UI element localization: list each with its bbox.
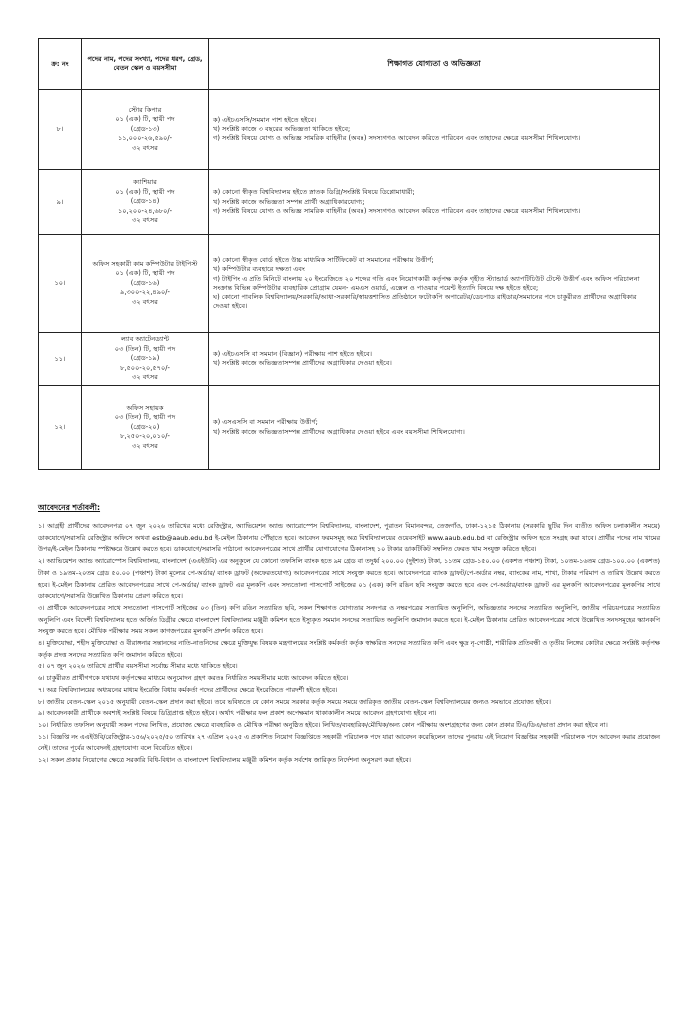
post-detail-line: (গ্রেড-১৪) (130, 197, 160, 206)
qualification-line: ক) এইচএসসি বা সমমান (বিজ্ঞান) পরীক্ষায় পাশ হইতে হইবে। (213, 349, 373, 358)
table-row (39, 90, 660, 170)
post-detail-line: ৮,২৫০-২০,০১০/- (120, 432, 170, 441)
qualification-line: খ) কম্পিউটার ব্যবহারে দক্ষতা এবং (213, 265, 305, 274)
post-detail-line: (গ্রেড-১৬) (130, 278, 160, 287)
condition-item: ১২। সকল প্রকার নিয়োগের ক্ষেত্রে সরকারি বিধি-বিধান ও বাংলাদেশ বিশ্ববিদ্যালয় মঞ্জুরী কমিশন কর্তৃক সর্বশেষ জারিকৃত নির্দেশনা অনুসরণ করা হইবে। (38, 756, 411, 765)
row-serial: ৮। (39, 90, 82, 170)
post-detail-line: অফিস সহকারী কাম কম্পিউটার টাইপিস্ট (92, 259, 198, 268)
table-row (39, 170, 660, 235)
row-qualification (209, 235, 660, 333)
condition-item: ১। আগ্রহী প্রার্থীদের আবেদনপত্র ০৭ জুন ২০২৬ তারিখের মধ্যে রেজিস্ট্রার, অ্যাভিয়েশন অ্যান্ড অ্যারোস্পেস বিশ্ববিদ্যালয়, বাংলাদেশ, পুরাতন বিমানবন্দর, তেজগাঁও, ঢাকা-১২১৫ ঠিকানায় (সরকারি ছুটির দিন ব্যতীত অফিস চলাকালীন সময়ে) ডাকযোগে/সরাসরি রেজিস্ট্রার অফিসে অথবা estb@aaub.edu.bd ই-মেইল ঠিকানায় পৌঁছাতে হবে। আবেদন ফরমসমূহ অত্র বিশ্ববিদ্যালয়ের ওয়েবসাইট www.aaub.edu.bd বা রেজিস্ট্রার অফিস হতে সংগ্রহ করা যাবে। প্রার্থীর পদের নাম খামের উপর/ই-মেইল ঠিকানায় স্পষ্টাক্ষরে উল্লেখ করতে হবে। ডাকযোগে/সরাসরি পাঠানো আবেদনপত্রের সাথে প্রার্থীর যোগাযোগের ঠিকানাসহ ১০ টাকার ডাকটিকিট সম্বলিত ফেরত খাম সংযুক্ত করিতে হইবে। (38, 522, 660, 554)
posts-table (38, 38, 660, 470)
post-detail-line: ১১,০০০-২৬,৫৯০/- (117, 134, 172, 143)
post-detail-line: ল্যাব অ্যাটেনড্যান্ট (120, 335, 170, 344)
table-header-row (39, 39, 660, 90)
header-qualification: শিক্ষাগত যোগ্যতা ও অভিজ্ঞতা (209, 39, 660, 90)
post-detail-line: ৩২ বৎসর (132, 143, 158, 152)
table-body (39, 90, 660, 470)
header-serial: ক্র: নং (39, 39, 82, 90)
condition-item: ২। অ্যাভিয়েশন অ্যান্ড অ্যারোস্পেস বিশ্ববিদ্যালয়, বাংলাদেশ (এএইউবি) এর অনুকূলে যে কোনো তফসিলি ব্যাংক হতে ৯ম গ্রেড বা তদুর্ধ্ব ২০০.০০ (দুইশত) টাকা, ১১তম গ্রেড-১৫০.০০ (একশত পঞ্চাশ) টাকা, ১০তম-১৬তম গ্রেড-১০০.০০ (একশত) টাকা ও ১৯তম-২০তম গ্রেড ৫০.০০ (পঞ্চাশ) টাকা মূল্যের পে-অর্ডার/ ব্যাংক ড্রাফট (অফেরতযোগ্য) আবেদনপত্রের সাথে সংযুক্ত করতে হবে। আবেদনপত্রে ব্যাংক ড্রাফট/পে-অর্ডার নম্বর, ব্যাংকের নাম, শাখা, টাকার পরিমাণ ও তারিখ উল্লেখ করতে হবে। ই-মেইল ঠিকানায় প্রেরিত আবেদনপত্রের সাথে পে-অর্ডার/ ব্যাংক ড্রাফট এর মূলকপি এবং সদ্যতোলা পাসপোর্ট সাইজের ০১ (এক) কপি রঙিন ছবি সংযুক্ত করতে হবে এবং পে-অর্ডার/ব্যাংক ড্রাফট এর মূলকপি আবেদনপত্রের মূলকপির সাথে ডাকযোগে/সরাসরি উল্লেখিত ঠিকানায় প্রেরণ করিতে হবে। (38, 557, 660, 601)
qualification-line: খ) সংশ্লিষ্ট কাজে অভিজ্ঞতা সম্পন্ন প্রার্থী অগ্রাধিকারযোগ্য; (213, 197, 365, 206)
post-detail-line: ৮,৫০০-২০,৫৭০/- (120, 363, 170, 372)
row-post-details (82, 333, 209, 386)
row-post-details (82, 90, 209, 170)
qualification-line: খ) সংশ্লিষ্ট কাজে অভিজ্ঞতাসম্পন্ন প্রার্থীদের অগ্রাধিকার দেওয়া হইবে। (213, 359, 392, 368)
post-detail-line: ০৩ (তিন) টি, স্থায়ী পদ (114, 413, 176, 422)
post-detail-line: (গ্রেড-১৯) (130, 354, 160, 363)
post-detail-line: স্টোর কিপার (128, 105, 162, 114)
condition-item: ১০। নির্ধারিত তফসিল অনুযায়ী সকল পদের লিখিত, প্রযোজ্য ক্ষেত্রে ব্যবহারিক ও মৌখিক পরীক্ষা অনুষ্ঠিত হইবে। লিখিত/ব্যবহারিক/মৌখিক/অন্য কোন পরীক্ষায় অংশগ্রহণের জন্য কোন প্রকার টিএ/ডিএ/ভাতা প্রদান করা হইবে না। (38, 720, 608, 729)
row-serial: ১২। (39, 386, 82, 470)
post-detail-line: ৩২ বৎসর (132, 441, 158, 450)
post-detail-line: ৯,৩০০-২২,৪৯০/- (120, 288, 170, 297)
condition-item: ১১। বিজ্ঞপ্তি নং এএইউবি/রেজিস্ট্রার-১৫৬/২০২৫/৫০ তারিখঃ ২৭ এপ্রিল ২০২৫ এ প্রকাশিত নিয়োগ বিজ্ঞপ্তিতে সহকারী পরিচালক পদে যারা আবেদন করেছিলেন তাদের পুনরায় এই নিয়োগ বিজ্ঞপ্তির সহকারী পরিচালক পদে আবেদন করার প্রয়োজন নেই। তাদের পূর্বের আবেদনই গ্রহণযোগ্য বলে বিবেচিত হইবে। (38, 732, 660, 753)
condition-item: ৫। ০৭ জুন ২০২৬ তারিখে প্রার্থীর বয়সসীমা সর্বোচ্চ সীমার মধ্যে থাকিতে হইবে। (38, 662, 238, 671)
post-detail-line: ক্যাশিয়ার (133, 178, 157, 187)
qualification-line: ক) এইচএসসি/সমমান পাশ হইতে হইবে। (213, 115, 317, 124)
table-row (39, 333, 660, 386)
table-row (39, 386, 660, 470)
row-qualification (209, 333, 660, 386)
condition-item: ৮। জাতীয় বেতন-স্কেল ২০১৫ অনুযায়ী বেতন-স্কেল প্রদান করা হইবে। তবে ভবিষ্যতে যে কোন সময়ে সরকার কর্তৃক সময়ে সময়ে জারিকৃত জাতীয় বেতন-স্কেল বিশ্ববিদ্যালয়ের জন্যও সমভাবে প্রযোজ্য হইবে। (38, 697, 551, 706)
conditions-heading: আবেদনের শর্তাবলী: (38, 503, 101, 512)
post-detail-line: ০১ (এক) টি, স্থায়ী পদ (115, 187, 175, 196)
condition-item: ৪। মুক্তিযোদ্ধা, শহীদ মুক্তিযোদ্ধা ও বীরাঙ্গনার সন্তানদের নাতি-নাতনিদের ক্ষেত্রে মুক্তিযুদ্ধ বিষয়ক মন্ত্রণালয়ের সংশ্লিষ্ট কর্মকর্তা কর্তৃক স্বাক্ষরিত সনদের সত্যায়িত কপি এবং ক্ষুদ্র নৃ-গোষ্ঠী, শারীরিক প্রতিবন্ধী ও তৃতীয় লিঙ্গের কোটার ক্ষেত্রে সংশ্লিষ্ট কর্তৃপক্ষ কর্তৃক প্রদত্ত সনদের সত্যায়িত কপি জমাদান করিতে হইবে। (38, 639, 660, 659)
post-detail-line: (গ্রেড-২০) (130, 422, 160, 431)
post-detail-line: ০১ (এক) টি, স্থায়ী পদ (115, 115, 175, 124)
row-post-details (82, 170, 209, 235)
post-detail-line: ৩২ বৎসর (132, 373, 158, 382)
table-row (39, 235, 660, 333)
header-post: পদের নাম, পদের সংখ্যা, পদের ধরণ, গ্রেড, বেতন স্কেল ও বয়সসীমা (82, 39, 209, 90)
post-detail-line: ৩২ বৎসর (132, 216, 158, 225)
post-detail-line: ১০,২০০-২৪,৬৮০/- (117, 206, 173, 215)
post-detail-line: ৩২ বৎসর (132, 297, 158, 306)
row-serial: ১১। (39, 333, 82, 386)
row-qualification (209, 90, 660, 170)
row-serial: ৯। (39, 170, 82, 235)
qualification-line: ক) কোনো স্বীকৃত বিশ্ববিদ্যালয় হইতে স্নাতক ডিগ্রি/সংশ্লিষ্ট বিষয়ে ডিপ্লোমাধারী; (213, 188, 415, 197)
post-detail-line: (গ্রেড-১৩) (130, 124, 160, 133)
condition-item: ৬। চাকুরীরত প্রার্থীগণকে যথাযথ কর্তৃপক্ষের মাধ্যমে অনুমোদন গ্রহণ করতঃ নির্ধারিত সময়সীমার মধ্যে আবেদন করিতে হইবে। (38, 674, 349, 683)
condition-item: ৩। প্রার্থীকে আবেদনপত্রের সাথে সদ্যতোলা পাসপোর্ট সাইজের ০৩ (তিন) কপি রঙিন সত্যায়িত ছবি, সকল শিক্ষাগত যোগ্যতার সনদপত্র ও নম্বরপত্রের সত্যায়িত অনুলিপি, অভিজ্ঞতার সনদের সত্যায়িত অনুলিপি, জাতীয় পরিচয়পত্রের সত্যায়িত অনুলিপি এবং বিদেশী বিশ্ববিদ্যালয় হতে অর্জিত ডিগ্রীর ক্ষেত্রে বাংলাদেশ বিশ্ববিদ্যালয় মঞ্জুরী কমিশন হতে ইস্যুকৃত সমমান সনদের সত্যায়িত অনুলিপি জমাদান করতে হবে। ই-মেইল ঠিকানায় প্রেরিত আবেদনপত্রের সাথে উল্লেখিত সনদসমূহের স্ক্যানকপি সংযুক্ত করতে হবে। মৌখিক পরীক্ষার সময় সকল কাগজপত্রের মূলকপি প্রদর্শন করিতে হবে। (38, 603, 660, 636)
qualification-line: গ) সংশ্লিষ্ট বিষয়ে যোগ্য ও অভিজ্ঞ সামরিক বাহিনীর (অবঃ) সদস্যগণও আবেদন করিতে পারিবেন এবং তাহাদের ক্ষেত্রে বয়সসীমা শিথিলযোগ্য। (213, 134, 581, 143)
qualification-line: ক) এসএসসি বা সমমান পরীক্ষায় উত্তীর্ণ; (213, 418, 318, 427)
qualification-line: ক) কোনো স্বীকৃত বোর্ড হইতে উচ্চ মাধ্যমিক সার্টিফিকেট বা সমমানের পরীক্ষায় উত্তীর্ণ; (213, 256, 434, 265)
conditions-list (38, 521, 660, 767)
row-serial: ১০। (39, 235, 82, 333)
qualification-line: খ) সংশ্লিষ্ট কাজে ৩ বছরের অভিজ্ঞতা থাকিতে হইবে; (213, 125, 351, 134)
qualification-line: গ) টাইপিং এ প্রতি মিনিটে বাংলায় ২০ ইংরেজিতে ২০ শব্দের গতি এবং নিয়োগকারী কর্তৃপক্ষ কর্তৃক গৃহীত স্ট্যান্ডার্ড অ্যাপটিচিউট টেস্টে উত্তীর্ণ এবং অফিস পরিচালনা সংক্রান্ত বিভিন্ন কম্পিউটার ব্যবহারিক প্রোগ্রাম যেমন- এমএস ওয়ার্ড, এক্সেল ও পাওয়ার পয়েন্ট ইত্যাদি বিষয়ে দক্ষ হইতে হইবে; (213, 274, 640, 292)
qualification-line: খ) সংশ্লিষ্ট কাজে অভিজ্ঞতাসম্পন্ন প্রার্থীদের অগ্রাধিকার দেওয়া হইবে এবং বয়সসীমা শিথিলযোগ্য। (213, 427, 465, 436)
row-qualification (209, 386, 660, 470)
qualification-line: গ) সংশ্লিষ্ট বিষয়ে যোগ্য ও অভিজ্ঞ সামরিক বাহিনীর (অবঃ) সদস্যগণও আবেদন করিতে পারিবেন এবং তাহাদের ক্ষেত্রে বয়সসীমা শিথিলযোগ্য। (213, 206, 581, 215)
row-post-details (82, 386, 209, 470)
post-detail-line: ০১ (এক) টি, স্থায়ী পদ (115, 269, 175, 278)
qualification-line: ঘ) কোনো পাবলিক বিশ্ববিদ্যালয়/সরকারি/আধা-সরকারি/স্বায়ত্তশাসিত প্রতিষ্ঠানে ফটোকপি অপারেটর/ডেচপাড রাইডার/সমমানের পদে চাকুরীরত প্রার্থীদের অগ্রাধিকার দেওয়া হইবে। (213, 293, 637, 311)
condition-item: ৯। আবেদনকারী প্রার্থীকে অবশ্যই সংশ্লিষ্ট বিষয়ে ডিগ্রিপ্রাপ্ত হইতে হইবে। অর্থাৎ পরীক্ষার ফল প্রকাশ অপেক্ষমান থাকাকালীন সময়ে আবেদন গ্রহণযোগ্য হইবে না। (38, 709, 437, 718)
row-qualification (209, 170, 660, 235)
row-post-details (82, 235, 209, 333)
post-detail-line: অফিস সহায়ক (126, 403, 164, 412)
post-detail-line: ০৩ (তিন) টি, স্থায়ী পদ (114, 344, 176, 353)
condition-item: ৭। অত্র বিশ্ববিদ্যালয়ের অধ্যয়নের মাধ্যম ইংরেজি বিধায় কর্মকর্তা পদের প্রার্থীদের ক্ষেত্রে ইংরেজিতে পারদর্শী হইতে হইবে। (38, 685, 338, 694)
